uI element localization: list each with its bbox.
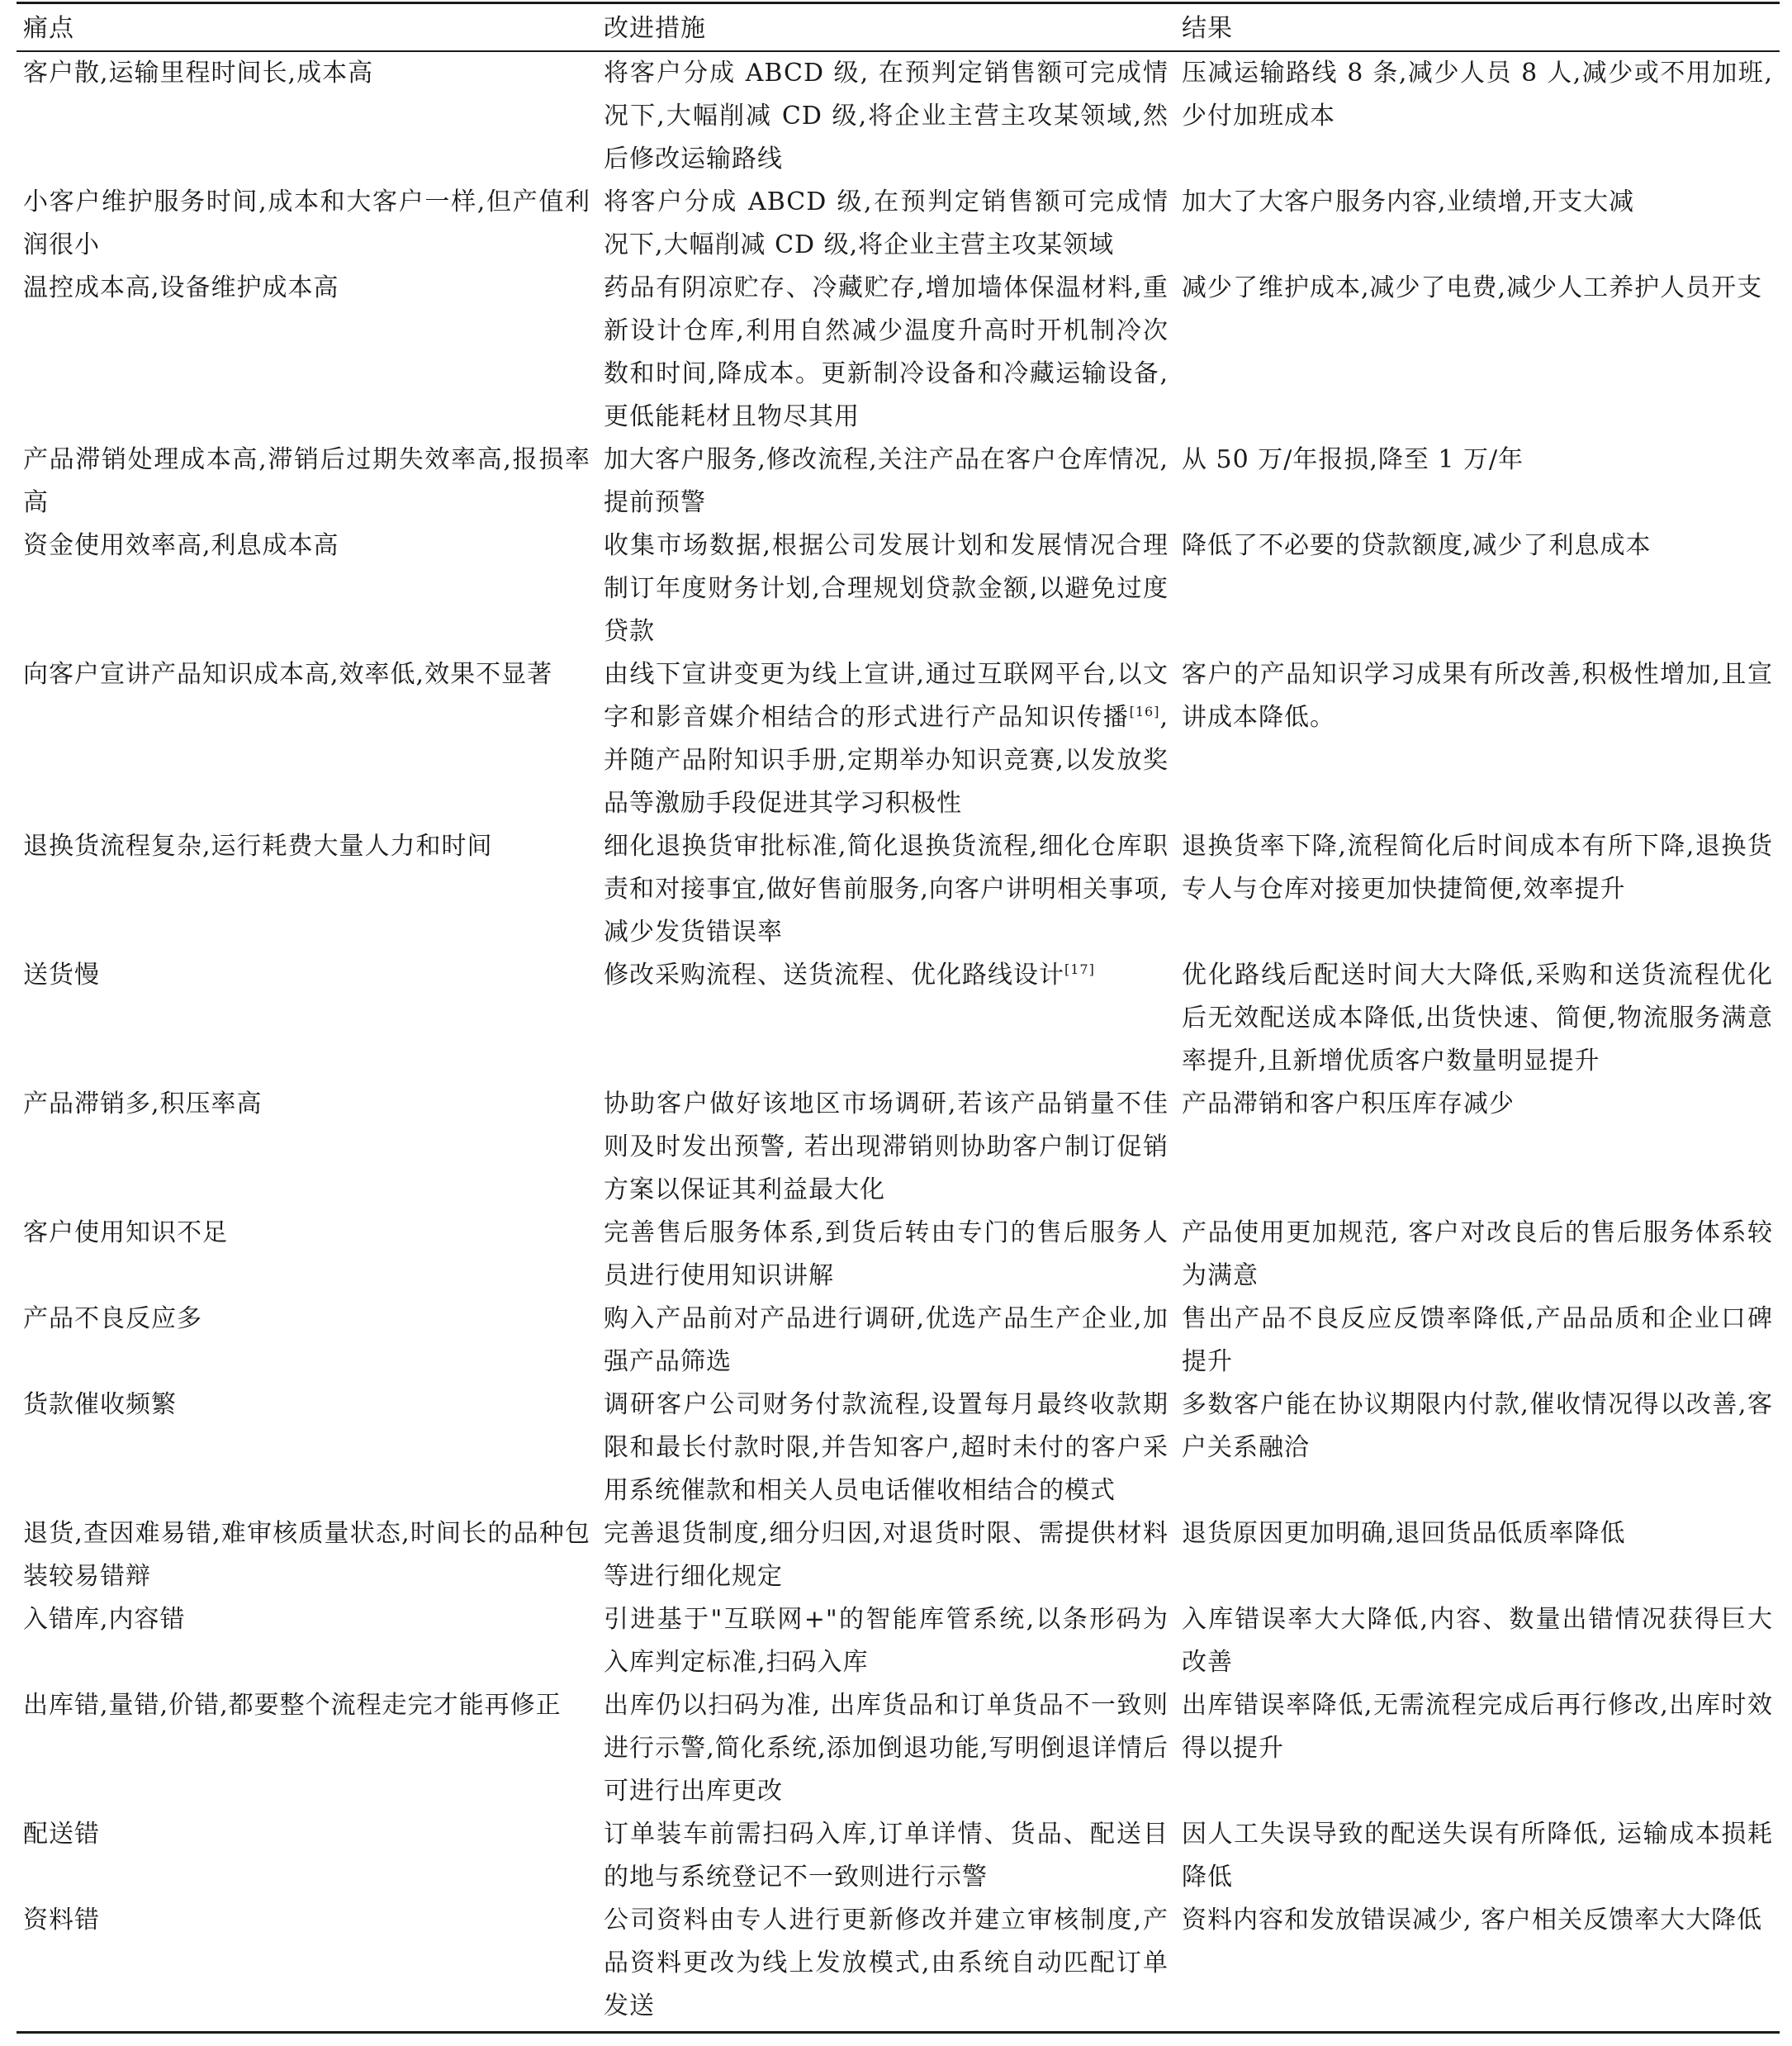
result-cell: 退换货率下降,流程简化后时间成本有所下降,退换货专人与仓库对接更加快捷简便,效率提升: [1182, 832, 1773, 904]
table-row: [17, 1512, 1780, 1598]
result-cell: 优化路线后配送时间大大降低,采购和送货流程优化后无效配送成本降低,出货快速、简便,物流服务满意率提升,且新增优质客户数量明显提升: [1182, 961, 1773, 1075]
measure-cell: 加大客户服务,修改流程,关注产品在客户仓库情况,提前预警: [604, 445, 1169, 517]
pain-point-cell: 退货,查因难易错,难审核质量状态,时间长的品种包装较易错辩: [23, 1519, 590, 1591]
table-row: [17, 1212, 1780, 1298]
measure-cell: 完善售后服务体系,到货后转由专门的售后服务人员进行使用知识讲解: [604, 1218, 1169, 1290]
measure-cell: 细化退换货审批标准,简化退换货流程,细化仓库职责和对接事宜,做好售前服务,向客户讲明相关事项,减少发货错误率: [604, 832, 1169, 947]
measure-text-tail: ,并随产品附知识手册,定期举办知识竞赛,以发放奖品等激励手段促进其学习积极性: [604, 703, 1169, 818]
result-cell: 产品使用更加规范, 客户对改良后的售后服务体系较为满意: [1182, 1218, 1773, 1290]
header-row: [17, 3, 1780, 52]
table-row: [17, 1598, 1780, 1684]
table-row: [17, 954, 1780, 1083]
measure-cell: 药品有阴凉贮存、冷藏贮存,增加墙体保温材料,重新设计仓库,利用自然减少温度升高时开机制冷次数和时间,降成本。更新制冷设备和冷藏运输设备,更低能耗材且物尽其用: [604, 273, 1169, 431]
measure-cell: 购入产品前对产品进行调研,优选产品生产企业,加强产品筛选: [604, 1304, 1169, 1376]
result-cell: 退货原因更加明确,退回货品低质率降低: [1182, 1519, 1626, 1548]
table-row: [17, 1298, 1780, 1384]
table-row: [17, 1083, 1780, 1212]
measure-cell: 完善退货制度,细分归因,对退货时限、需提供材料等进行细化规定: [604, 1519, 1169, 1591]
pain-point-cell: 退换货流程复杂,运行耗费大量人力和时间: [23, 832, 493, 861]
header-result: 结果: [1175, 3, 1780, 52]
measures-table: [17, 2, 1780, 2034]
result-cell: 资料内容和发放错误减少, 客户相关反馈率大大降低: [1175, 1899, 1780, 2033]
table-row: [17, 825, 1780, 954]
table-header: [17, 3, 1780, 52]
result-cell: 压减运输路线 8 条,减少人员 8 人,减少或不用加班,少付加班成本: [1182, 59, 1773, 131]
result-cell: 产品滞销和客户积压库存减少: [1182, 1089, 1515, 1118]
measure-cell: 公司资料由专人进行更新修改并建立审核制度,产品资料更改为线上发放模式,由系统自动匹配订单发送: [597, 1899, 1175, 2033]
pain-point-cell: 小客户维护服务时间,成本和大客户一样,但产值利润很小: [23, 188, 590, 259]
measure-cell: 将客户分成 ABCD 级,在预判定销售额可完成情况下,大幅削减 CD 级,将企业主营主攻某领域: [604, 188, 1169, 259]
result-cell: 客户的产品知识学习成果有所改善,积极性增加,且宣讲成本降低。: [1182, 660, 1773, 732]
result-cell: 从 50 万/年报损,降至 1 万/年: [1182, 445, 1524, 474]
result-cell: 售出产品不良反应反馈率降低,产品品质和企业口碑提升: [1182, 1304, 1773, 1376]
pain-point-cell: 向客户宣讲产品知识成本高,效率低,效果不显著: [23, 660, 553, 689]
table-row: [17, 1813, 1780, 1899]
measure-cell: [597, 653, 1175, 825]
table-body: [17, 51, 1780, 2033]
measure-cell: 将客户分成 ABCD 级, 在预判定销售额可完成情况下,大幅削减 CD 级,将企业主营主攻某领域,然后修改运输路线: [604, 59, 1169, 173]
measure-cell: 调研客户公司财务付款流程,设置每月最终收款期限和最长付款时限,并告知客户,超时未付的客户采用系统催款和相关人员电话催收相结合的模式: [604, 1390, 1169, 1505]
pain-point-cell: 客户散,运输里程时间长,成本高: [23, 59, 374, 88]
header-improvement-measure: 改进措施: [597, 3, 1175, 52]
pain-point-cell: 资金使用效率高,利息成本高: [23, 531, 339, 560]
measure-cell: 收集市场数据,根据公司发展计划和发展情况合理制订年度财务计划,合理规划贷款金额,以避免过度贷款: [604, 531, 1169, 646]
result-cell: 出库错误率降低,无需流程完成后再行修改,出库时效得以提升: [1182, 1691, 1773, 1763]
measure-cell: 出库仍以扫码为准, 出库货品和订单货品不一致则进行示警,简化系统,添加倒退功能,写明倒退详情后可进行出库更改: [604, 1691, 1169, 1806]
table-row: [17, 653, 1780, 825]
table-row: [17, 525, 1780, 653]
table-row: [17, 1899, 1780, 2033]
result-cell: 入库错误率大大降低,内容、数量出错情况获得巨大改善: [1182, 1605, 1773, 1677]
pain-point-cell: 产品滞销多,积压率高: [23, 1089, 263, 1118]
pain-point-cell: 出库错,量错,价错,都要整个流程走完才能再修正: [23, 1691, 562, 1720]
pain-point-cell: 产品不良反应多: [23, 1304, 202, 1333]
measure-cell: 引进基于"互联网+"的智能库管系统,以条形码为入库判定标准,扫码入库: [604, 1605, 1169, 1677]
pain-point-cell: 货款催收频繁: [23, 1390, 177, 1419]
measure-cell: 协助客户做好该地区市场调研,若该产品销量不佳则及时发出预警, 若出现滞销则协助客户制订促销方案以保证其利益最大化: [604, 1089, 1169, 1204]
pain-point-cell: 客户使用知识不足: [23, 1218, 228, 1247]
result-cell: 多数客户能在协议期限内付款,催收情况得以改善,客户关系融洽: [1182, 1390, 1773, 1462]
pain-point-cell: 送货慢: [23, 961, 100, 990]
pain-point-cell: 配送错: [23, 1820, 100, 1849]
table-row: [17, 51, 1780, 181]
measure-cell: 订单装车前需扫码入库,订单详情、货品、配送目的地与系统登记不一致则进行示警: [604, 1820, 1169, 1892]
result-cell: 因人工失误导致的配送失误有所降低, 运输成本损耗降低: [1182, 1820, 1773, 1892]
pain-point-cell: 入错库,内容错: [23, 1605, 186, 1634]
table-row: [17, 181, 1780, 267]
measure-text: 修改采购流程、送货流程、优化路线设计: [604, 961, 1064, 990]
table-row: [17, 1684, 1780, 1813]
table-row: [17, 1384, 1780, 1512]
table-row: [17, 267, 1780, 439]
pain-point-cell: 温控成本高,设备维护成本高: [23, 273, 339, 302]
citation-ref: [16]: [1129, 704, 1160, 719]
measure-cell: [597, 954, 1175, 1083]
measure-text: 由线下宣讲变更为线上宣讲,通过互联网平台,以文字和影音媒介相结合的形式进行产品知识传播: [604, 660, 1169, 732]
citation-ref: [17]: [1064, 961, 1095, 977]
header-pain-point: 痛点: [17, 3, 597, 52]
pain-point-cell: 产品滞销处理成本高,滞销后过期失效率高,报损率高: [23, 445, 590, 517]
pain-point-cell: 资料错: [17, 1899, 597, 2033]
result-cell: 加大了大客户服务内容,业绩增,开支大减: [1182, 188, 1635, 216]
result-cell: 减少了维护成本,减少了电费,减少人工养护人员开支: [1182, 273, 1763, 302]
table-row: [17, 439, 1780, 525]
result-cell: 降低了不必要的贷款额度,减少了利息成本: [1182, 531, 1652, 560]
